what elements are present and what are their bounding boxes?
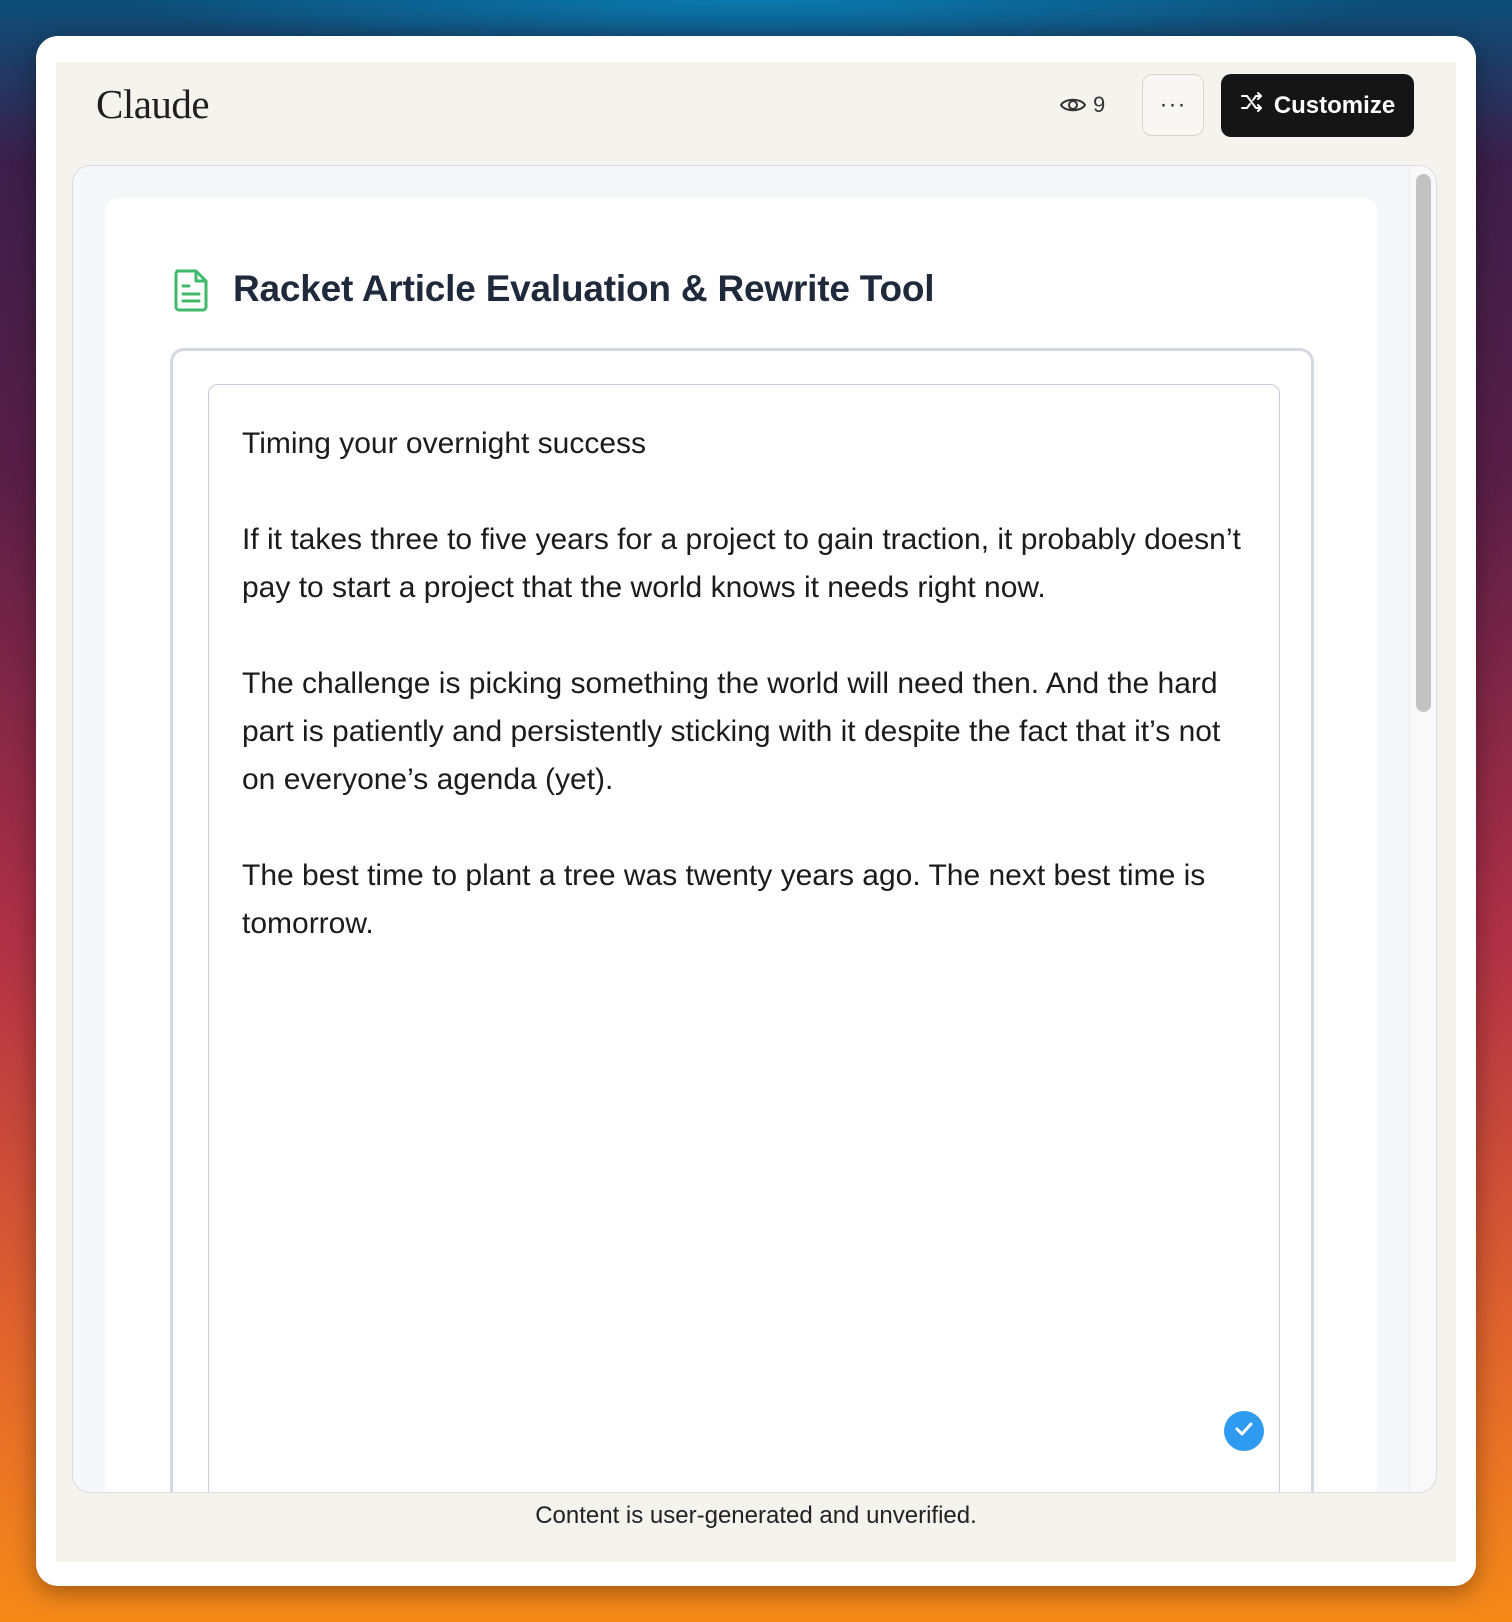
article-text[interactable] bbox=[242, 420, 1252, 996]
article-textarea[interactable] bbox=[208, 384, 1280, 1493]
brand-logo[interactable]: Claude bbox=[96, 81, 210, 127]
artifact-panel bbox=[72, 165, 1437, 1493]
disclaimer-text: Content is user-generated and unverified. bbox=[535, 1502, 977, 1529]
customize-button[interactable] bbox=[1221, 74, 1414, 137]
article-paragraph: The best time to plant a tree was twenty years ago. The next best time is tomorrow. bbox=[242, 859, 1206, 940]
vertical-scrollbar[interactable] bbox=[1409, 166, 1437, 1493]
checkmark-icon bbox=[1234, 1421, 1254, 1442]
customize-label: Customize bbox=[1273, 91, 1396, 119]
article-paragraph: If it takes three to five years for a project to gain traction, it probably doesn’t pay to start a project that the world knows it needs right now. bbox=[242, 523, 1241, 604]
article-paragraph: The challenge is picking something the world will need then. And the hard part is patiently and persistently sticking with it despite the fact that it’s not on everyone’s agenda (yet). bbox=[242, 667, 1221, 796]
more-options-button[interactable] bbox=[1142, 74, 1204, 136]
scrollbar-thumb[interactable] bbox=[1416, 174, 1431, 712]
artifact-card bbox=[105, 198, 1377, 1493]
eye-icon bbox=[1059, 95, 1087, 115]
view-count bbox=[1059, 92, 1105, 118]
artifact-frame bbox=[56, 62, 1456, 1562]
document-icon bbox=[171, 268, 211, 317]
artifact-title: Racket Article Evaluation & Rewrite Tool bbox=[233, 268, 935, 309]
app-window bbox=[36, 36, 1476, 1586]
ellipsis-icon: ··· bbox=[1159, 91, 1187, 118]
article-paragraph: Timing your overnight success bbox=[242, 427, 647, 460]
editor-container bbox=[170, 348, 1314, 1493]
shuffle-icon bbox=[1240, 91, 1264, 120]
view-count-value: 9 bbox=[1093, 92, 1106, 117]
grammar-check-badge[interactable] bbox=[1224, 1411, 1264, 1451]
